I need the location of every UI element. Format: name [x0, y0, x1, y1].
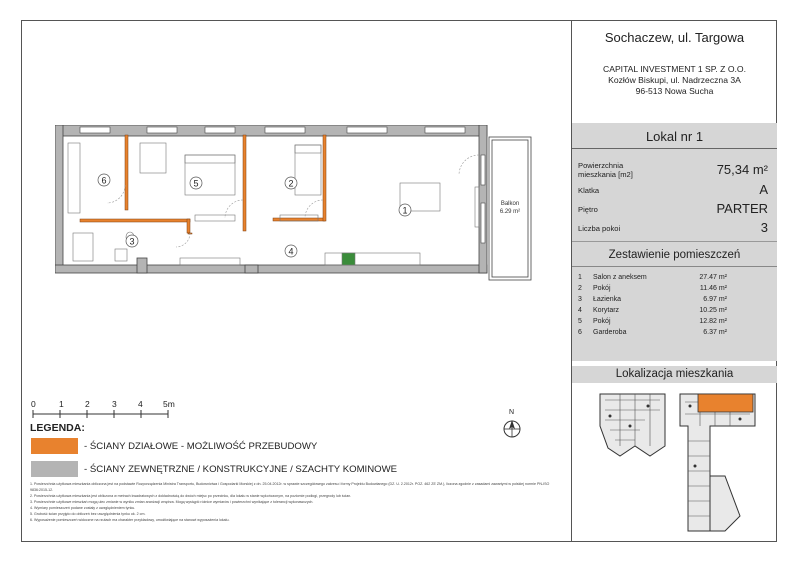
footnotes [30, 481, 560, 523]
room-label-1: 1 [402, 205, 408, 216]
legend-item-partition: - ŚCIANY DZIAŁOWE - MOŻLIWOŚĆ PRZEBUDOWY [84, 441, 318, 452]
room-name: Korytarz [593, 307, 620, 314]
balcony-label: Balkon [500, 201, 520, 207]
developer-info [572, 64, 777, 97]
company-address-line1: Kozłów Biskupi, ul. Nadrzeczna 3A [608, 75, 741, 85]
room-area: 11.46 m² [699, 285, 727, 292]
footnote: 2. Powierzchnia użytkowa mieszkania jest obliczona w metrach kwadratowych z dokładnością do dwóch miejsc po przecinku, dla lokalu w stanie wykończonym, na poziomie podłogi, przegrody lub ścian. [30, 494, 352, 498]
company-address-line2: 96-513 Nowa Sucha [635, 86, 714, 96]
room-area: 6.37 m² [703, 329, 727, 336]
floor-plan [55, 125, 535, 290]
footnote: 6. Wyposażenie pomieszczeń widoczne na rzutach ma charakter przykładowy, umożliwiające na stanowi wyposażenia lokalu. [30, 518, 230, 522]
room-number: 3 [578, 296, 582, 303]
room-number: 2 [578, 285, 582, 292]
location-title: Lokalizacja mieszkania [572, 366, 777, 383]
rooms-count-label: Liczba pokoi [578, 224, 621, 233]
company-name: CAPITAL INVESTMENT 1 SP. Z O.O. [603, 64, 746, 74]
footnote: 4. Wymiary pomieszczeń podane zostały z uwzględnieniem tynku. [30, 506, 136, 510]
room-number: 1 [578, 274, 582, 281]
room-name: Salon z aneksem [593, 274, 647, 281]
legend-title: LEGENDA: [30, 422, 85, 434]
room-number: 4 [578, 307, 582, 314]
scale-tick-label: 3 [112, 399, 117, 409]
staircase-label: Klatka [578, 186, 600, 195]
apartment-info-panel [572, 123, 777, 361]
footnote: 3. Powierzchnie użytkowe mieszkań mogą ulec zmianie w wyniku zmian aranżacji wnętrza. Mogą wystąpić różnice wymiarów i powierzchni wynikające z tolerancji wykonawczych. [30, 500, 314, 504]
footnote: 5. Grubość ścian przyjęto do obliczeń bez uwzględnienia tynku ok. 2 cm. [30, 512, 146, 516]
compass-label: N [509, 409, 515, 416]
rooms-count-value: 3 [760, 220, 768, 235]
location-map [590, 386, 770, 536]
scale-tick-label: 1 [59, 399, 64, 409]
room-name: Pokój [593, 285, 611, 292]
apartment-location-highlight [698, 394, 753, 412]
balcony-area: 6.29 m² [499, 209, 521, 215]
divider [572, 266, 777, 267]
room-area: 12.82 m² [699, 318, 727, 325]
room-label-2: 2 [288, 178, 294, 189]
scale-ruler [30, 410, 180, 418]
scale-tick-label: 0 [31, 399, 36, 409]
scale-tick-label: 2 [85, 399, 90, 409]
area-label: Powierzchnia mieszkania [m2] [578, 161, 633, 179]
floor-value: PARTER [716, 201, 768, 216]
project-location: Sochaczew, ul. Targowa [604, 30, 745, 45]
room-label-6: 6 [101, 175, 107, 186]
scale-tick-label: 5m [163, 399, 175, 409]
divider [572, 148, 777, 149]
room-area: 6.97 m² [703, 296, 727, 303]
apartment-title: Lokal nr 1 [645, 129, 704, 144]
room-number: 6 [578, 329, 582, 336]
room-label-3: 3 [129, 236, 135, 247]
room-label-5: 5 [193, 178, 199, 189]
room-name: Pokój [593, 318, 611, 325]
scale-tick-label: 4 [138, 399, 143, 409]
compass-icon [501, 418, 523, 440]
staircase-value: A [759, 182, 768, 197]
legend-swatch-partition [31, 438, 78, 454]
footnote: 1. Powierzchnia użytkowa mieszkania obliczona jest na podstawie Rozporządzenia Ministra Transportu, Budownictwa i Gospodarki Morskiej z dn. 25.04.2012r. w sprawie szczegółowego zakresu i formy Projektu Budowlanego (DZ. U. 2.2012r. POZ. 462 ZE ZM.), liczona zgodnie z zasadami zawartymi w polskiej normie PN-ISO 9836:2015-12. [30, 482, 550, 492]
room-name: Garderoba [593, 329, 627, 336]
legend-item-structural: - ŚCIANY ZEWNĘTRZNE / KONSTRUKCYJNE / SZACHTY KOMINOWE [84, 464, 398, 475]
area-value: 75,34 m² [716, 162, 768, 177]
divider [572, 241, 777, 242]
room-area: 27.47 m² [699, 274, 727, 281]
room-label-4: 4 [288, 246, 294, 257]
floor-label: Piętro [578, 205, 598, 214]
room-name: Łazienka [593, 296, 622, 303]
room-number: 5 [578, 318, 582, 325]
legend-swatch-structural [31, 461, 78, 477]
room-area: 10.25 m² [699, 307, 727, 314]
rooms-summary-title: Zestawienie pomieszczeń [608, 249, 741, 261]
